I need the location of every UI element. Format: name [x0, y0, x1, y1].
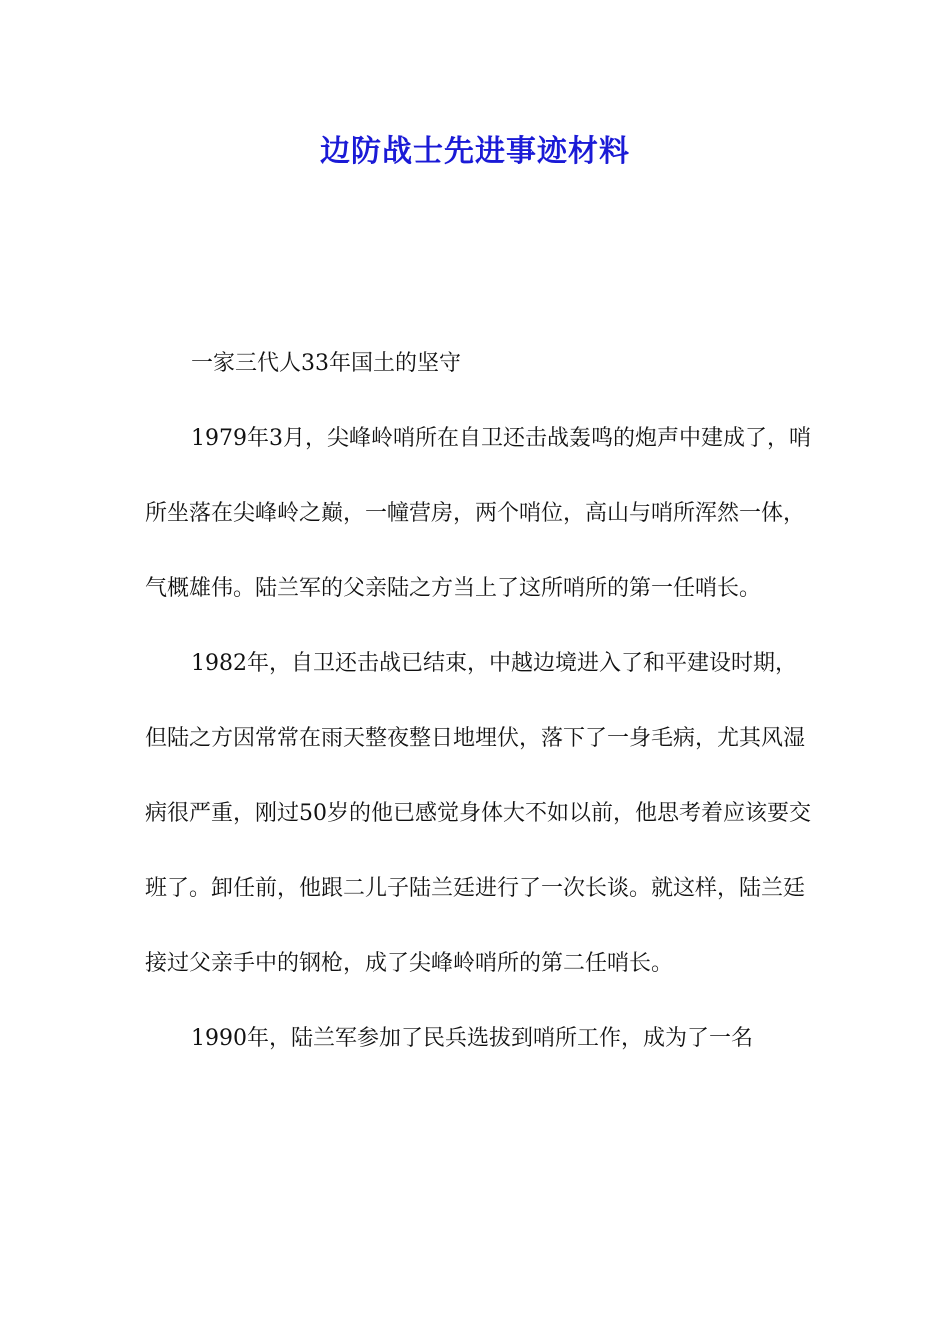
paragraph-2: 1982年，自卫还击战已结束，中越边境进入了和平建设时期，但陆之方因常常在雨天整夜整日地埋伏，落下了一身毛病，尤其风湿病很严重，刚过50岁的他已感觉身体大不如以前，他思考着应该要交班了。卸任前，他跟二儿子陆兰廷进行了一次长谈。就这样，陆兰廷接过父亲手中的钢枪，成了尖峰岭哨所的第二任哨长。: [145, 651, 811, 976]
section-subtitle: 一家三代人33年国土的坚守: [191, 351, 461, 376]
paragraph-1: 1979年3月，尖峰岭哨所在自卫还击战轰鸣的炮声中建成了，哨所坐落在尖峰岭之巅，一幢营房，两个哨位，高山与哨所浑然一体，气概雄伟。陆兰军的父亲陆之方当上了这所哨所的第一任哨长。: [145, 426, 811, 601]
document-body: [145, 326, 815, 1076]
paragraph-3: 1990年，陆兰军参加了民兵选拔到哨所工作，成为了一名: [191, 1026, 753, 1051]
document-title: 边防战士先进事迹材料: [320, 134, 630, 169]
